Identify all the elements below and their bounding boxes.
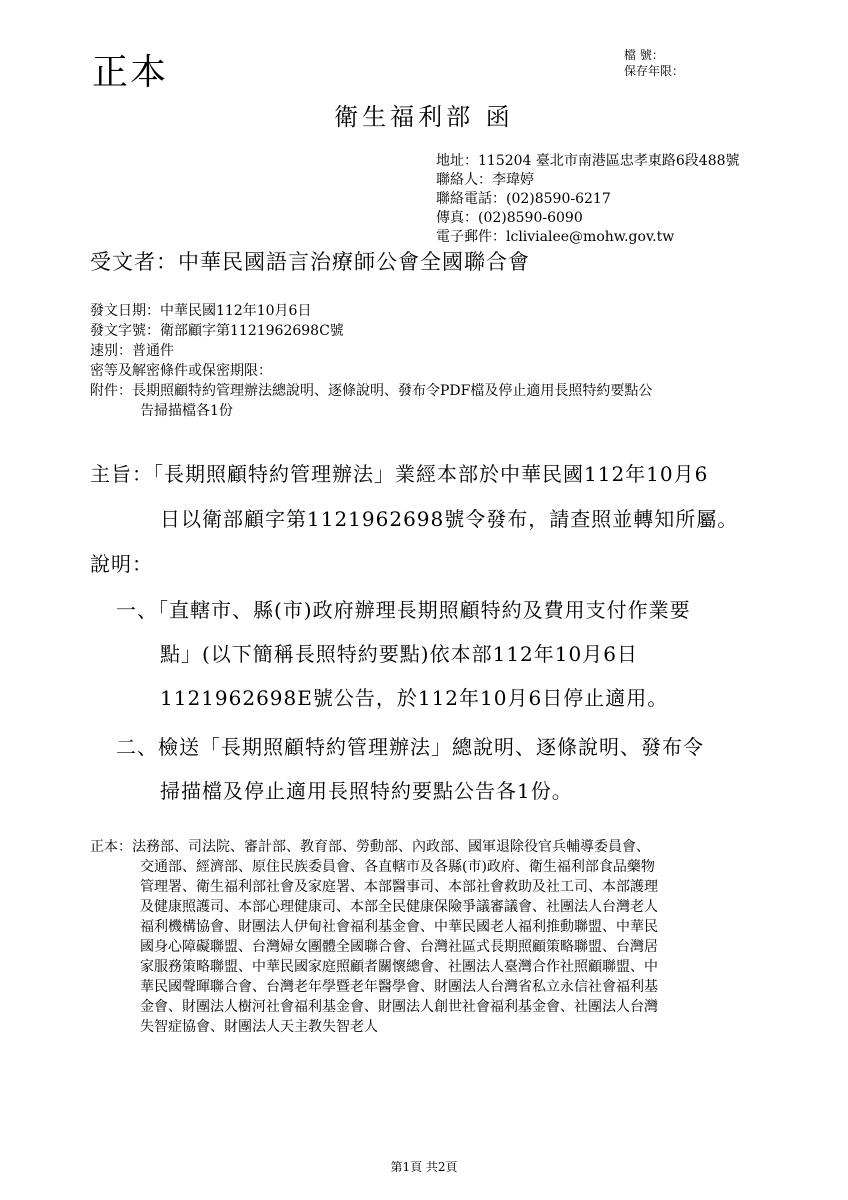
cc-list-line: 福利機構協會、財團法人伊甸社會福利基金會、中華民國老人福利推動聯盟、中華民	[140, 919, 658, 935]
attachment-line-cont: 告掃描檔各1份	[140, 403, 233, 419]
subject-line: 主旨：「長期照顧特約管理辦法」業經本部於中華民國112年10月6	[90, 462, 709, 486]
attachment-line: 附件：長期照顧特約管理辦法總說明、逐條說明、發布令PDF檔及停止適用長照特約要點公	[90, 383, 653, 399]
cc-list-line: 華民國聲暉聯合會、台灣老年學暨老年醫學會、財團法人台灣省私立永信社會福利基	[140, 979, 658, 995]
explanation-item-2: 二、檢送「長期照顧特約管理辦法」總說明、逐條說明、發布令	[116, 735, 704, 759]
explanation-item-1-cont: 1121962698E號公告，於112年10月6日停止適用。	[160, 686, 669, 710]
explanation-item-1: 一、「直轄市、縣(市)政府辦理長期照顧特約及費用支付作業要	[116, 598, 691, 622]
cc-list-line: 管理署、衛生福利部社會及家庭署、本部醫事司、本部社會救助及社工司、本部護理	[140, 879, 658, 895]
issue-date: 發文日期：中華民國112年10月6日	[90, 303, 312, 319]
cc-list-line: 正本：法務部、司法院、審計部、教育部、勞動部、內政部、國軍退除役官兵輔導委員會、	[90, 839, 650, 855]
subject-line-cont: 日以衛部顧字第1121962698號令發布，請查照並轉知所屬。	[160, 507, 739, 531]
page-number: 第1頁 共2頁	[390, 1160, 458, 1174]
secrecy-level: 密等及解密條件或保密期限：	[90, 363, 272, 379]
cc-list-line: 及健康照護司、本部心理健康司、本部全民健康保險爭議審議會、社團法人台灣老人	[140, 899, 658, 915]
cc-list-line: 交通部、經濟部、原住民族委員會、各直轄市及各縣(市)政府、衛生福利部食品藥物	[140, 859, 655, 875]
copy-mark: 正本	[92, 52, 169, 93]
sender-phone: 聯絡電話：(02)8590-6217	[436, 191, 611, 207]
explanation-item-1-cont: 點」(以下簡稱長照特約要點)依本部112年10月6日	[160, 642, 638, 666]
cc-list-line: 國身心障礙聯盟、台灣婦女團體全國聯合會、台灣社區式長期照顧策略聯盟、台灣居	[140, 939, 658, 955]
explanation-item-2-cont: 掃描檔及停止適用長照特約要點公告各1份。	[160, 779, 573, 803]
recipient: 受文者：中華民國語言治療師公會全國聯合會	[90, 250, 530, 274]
sender-contact: 聯絡人：李瑋婷	[436, 172, 534, 188]
cc-list-line: 家服務策略聯盟、中華民國家庭照顧者關懷總會、社團法人臺灣合作社照顧聯盟、中	[140, 959, 658, 975]
document-title: 衛生福利部 函	[334, 103, 514, 131]
cc-list-line: 金會、財團法人樹河社會福利基金會、財團法人創世社會福利基金會、社團法人台灣	[140, 999, 658, 1015]
sender-address: 地址：115204 臺北市南港區忠孝東路6段488號	[436, 153, 740, 169]
explanation-heading: 說明：	[90, 552, 153, 576]
document-number: 發文字號：衛部顧字第1121962698C號	[90, 323, 344, 339]
retention-period-label: 保存年限：	[624, 64, 685, 78]
cc-list-line: 失智症協會、財團法人天主教失智老人	[140, 1019, 378, 1035]
delivery-speed: 速別：普通件	[90, 343, 174, 359]
sender-fax: 傳真：(02)8590-6090	[436, 210, 583, 226]
sender-email: 電子郵件：lclivialee@mohw.gov.tw	[436, 229, 675, 245]
file-number-label: 檔 號：	[624, 48, 664, 62]
